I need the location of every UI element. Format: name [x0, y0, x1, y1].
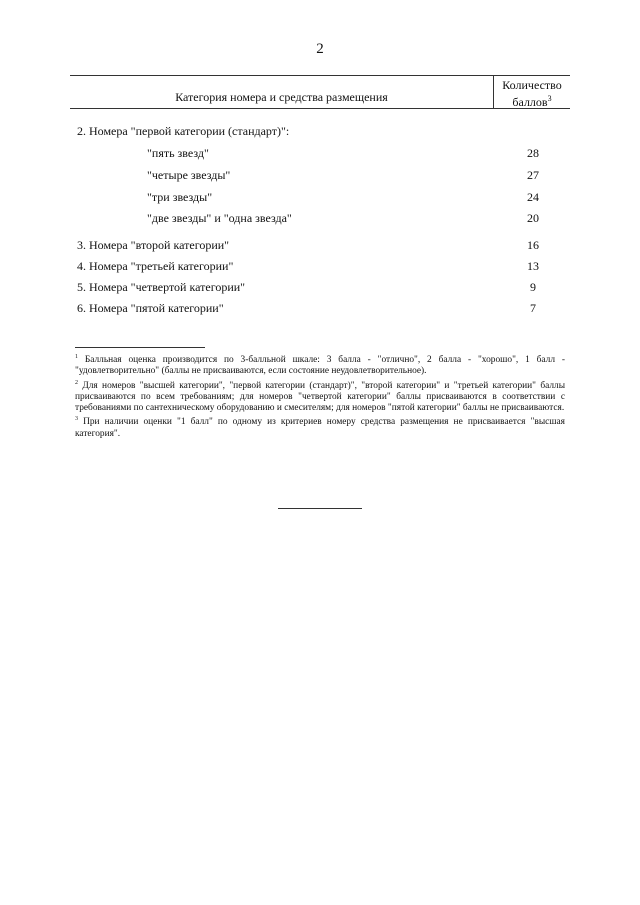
table-row: [70, 189, 570, 205]
row-label: "три звезды": [147, 190, 213, 204]
row-label: 3. Номера "второй категории": [77, 238, 230, 252]
row-value: 9: [530, 280, 536, 294]
row-label: 2. Номера "первой категории (стандарт)":: [77, 124, 290, 138]
table-row: [70, 210, 570, 226]
footnote-text: При наличии оценки "1 балл" по одному из критериев номеру средства размещения не присваивается "высшая категория".: [75, 417, 565, 439]
table-row: [70, 237, 570, 253]
row-label: 5. Номера "четвертой категории": [77, 280, 246, 294]
table-row: [70, 167, 570, 183]
page-number: 2: [316, 41, 324, 57]
row-value: 20: [527, 211, 539, 225]
row-value: 24: [527, 190, 539, 204]
table-row: [70, 300, 570, 316]
table-header: [70, 75, 570, 109]
header-category: Категория номера и средства размещения: [175, 90, 388, 104]
row-value: 13: [527, 259, 539, 273]
row-label: "пять звезд": [147, 146, 209, 160]
row-value: 7: [530, 301, 536, 315]
footnotes: [75, 352, 565, 440]
table-row: [70, 123, 570, 139]
table-row: [70, 258, 570, 274]
header-points-line1: Количество: [502, 78, 562, 92]
footnote-mark: 2: [75, 379, 78, 386]
footnote-separator: [75, 347, 205, 348]
table-row: [70, 145, 570, 161]
footnote-text: Для номеров "высшей категории", "первой категории (стандарт)", "второй категории" и "третьей категории" баллы присваиваются по всем требованиям; для номеров "четвертой категории" баллы присваиваются в соответствии с требованиями по сантехническому оборудованию и смесителям; для номеров "пятой категории" баллы не присваиваются.: [75, 380, 565, 414]
points-table: [70, 75, 570, 315]
footnote-text: Балльная оценка производится по 3-балльной шкале: 3 балла - "отлично", 2 балла - "хорошо", 1 балл - "удовлетворительно" (баллы не присваиваются, если состояние неудовлетворительное).: [75, 355, 565, 377]
footnote-mark: 1: [75, 354, 78, 360]
row-value: 16: [527, 238, 539, 252]
row-value: 28: [527, 146, 539, 160]
end-separator: [278, 508, 362, 509]
header-points: [493, 76, 570, 108]
header-points-note: 3: [547, 94, 552, 103]
footnote-2: [75, 378, 565, 415]
footnote-3: [75, 414, 565, 440]
header-points-line2: баллов$^3$: [512, 94, 552, 109]
row-label: "две звезды" и "одна звезда": [147, 211, 292, 225]
table-row: [70, 279, 570, 295]
footnote-1: [75, 352, 565, 378]
footnote-mark: 3: [75, 416, 78, 423]
row-label: 4. Номера "третьей категории": [77, 259, 234, 273]
row-label: 6. Номера "пятой категории": [77, 301, 224, 315]
row-label: "четыре звезды": [147, 168, 231, 182]
row-value: 27: [527, 168, 539, 182]
